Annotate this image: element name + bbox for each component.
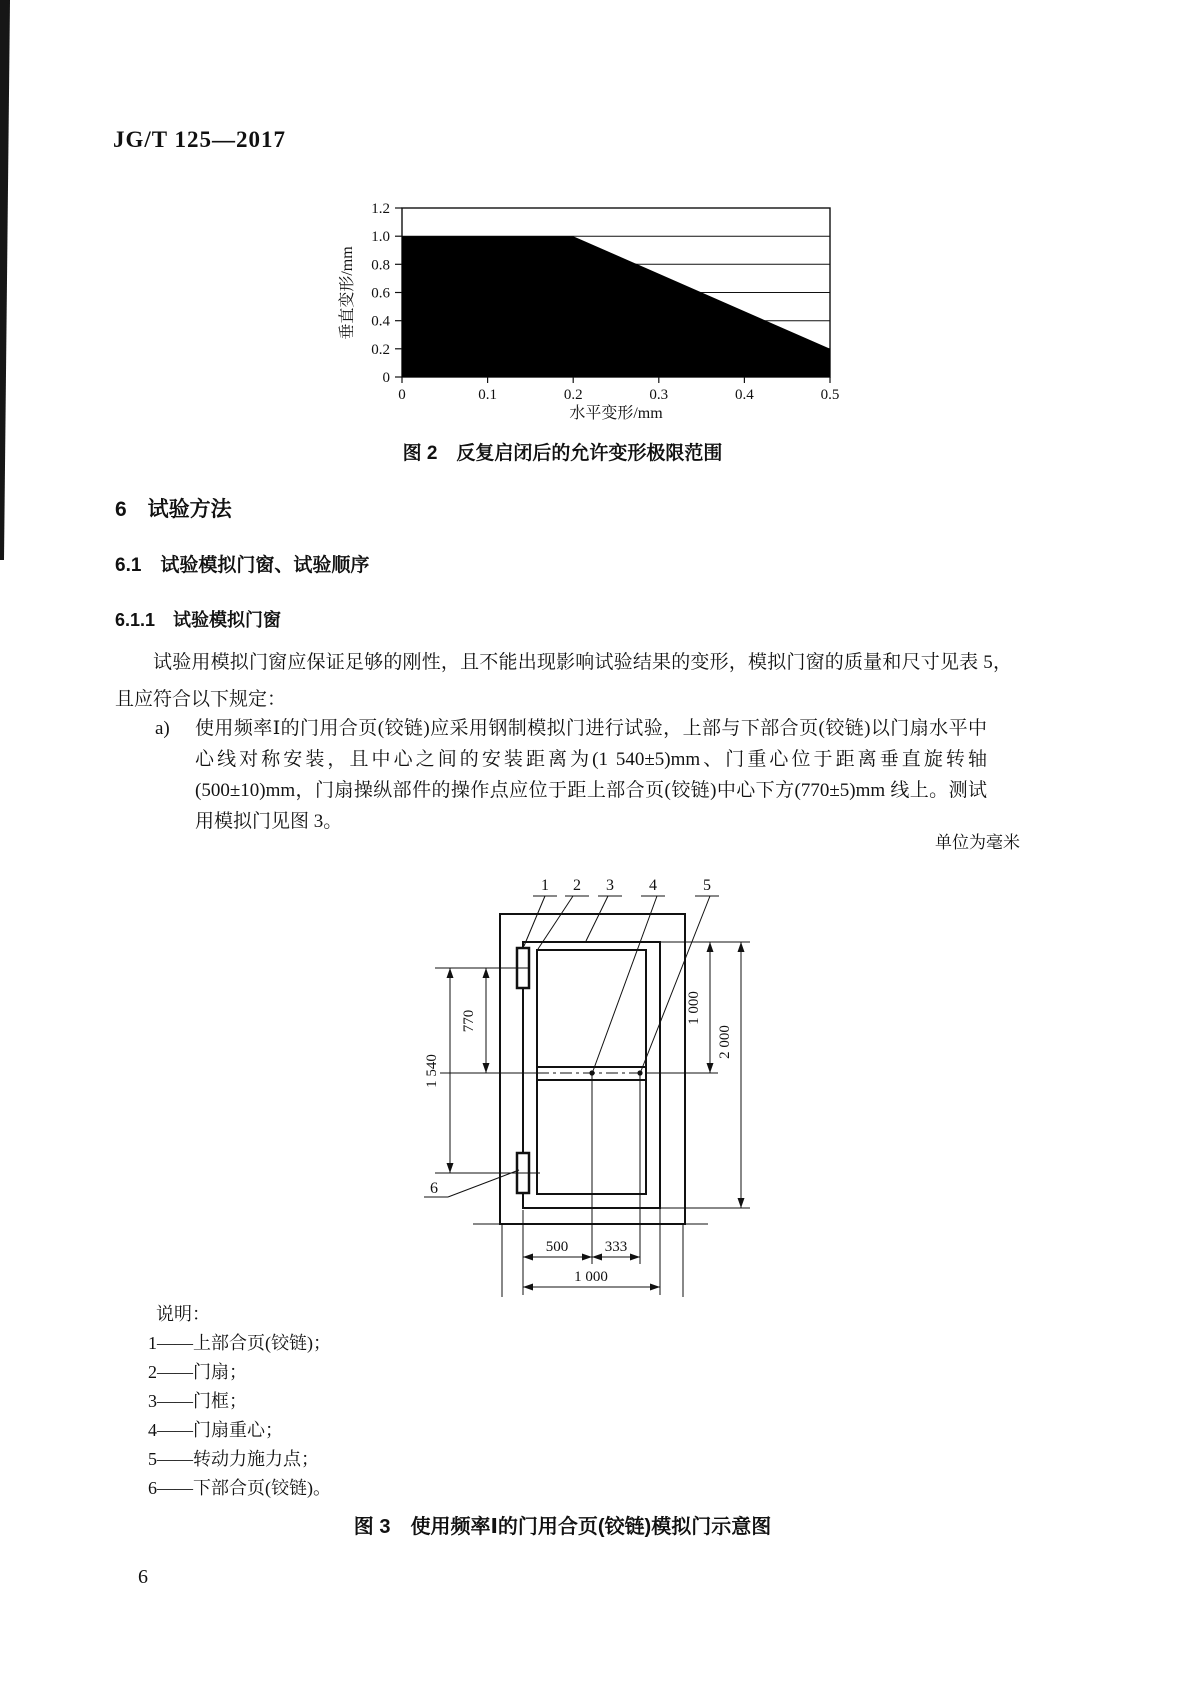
callout-6-bottom-hinge: 6	[430, 1180, 438, 1197]
callout-3-door-frame: 3	[606, 877, 614, 894]
force-application-point	[637, 1070, 642, 1075]
list-item-a	[155, 713, 987, 837]
y-tick-label: 1.0	[371, 229, 390, 246]
intro-paragraph: 试验用模拟门窗应保证足够的刚性，且不能出现影响试验结果的变形，模拟门窗的质量和尺寸见表 5，且应符合以下规定：	[115, 652, 1012, 710]
section-heading-6-1-1: 6.1.1 试验模拟门窗	[115, 610, 282, 630]
y-tick-label: 0	[382, 370, 390, 386]
x-tick-label: 0.2	[563, 387, 583, 403]
list-item-a-text: 使用频率Ⅰ的门用合页(铰链)应采用钢制模拟门进行试验，上部与下部合页(铰链)以门扇水平中心线对称安装，且中心之间的安装距离为(1 540±5)mm、门重心位于距离垂直旋转轴(500±10)mm，门扇操纵部件的操作点应位于距上部合页(铰链)中心下方(770±5)mm 线上。测试用模拟门见图 3。	[195, 718, 987, 832]
x-tick-label: 0.3	[649, 387, 669, 403]
legend-item: 4——门扇重心；	[148, 1420, 283, 1440]
legend-item: 5——转动力施力点；	[148, 1449, 319, 1469]
list-item-a-marker: a)	[155, 718, 170, 739]
dim-1000-bottom: 1 000	[574, 1269, 608, 1285]
y-axis-title: 垂直变形/mm	[339, 246, 356, 340]
legend-title: 说明：	[156, 1304, 210, 1324]
callout-5-force-point: 5	[703, 877, 711, 894]
x-axis-title: 水平变形/mm	[569, 405, 663, 422]
section-heading-6: 6 试验方法	[115, 498, 232, 521]
callout-2-door-leaf: 2	[573, 877, 581, 894]
y-tick-label: 1.2	[371, 201, 390, 217]
section-heading-6-1: 6.1 试验模拟门窗、试验顺序	[115, 555, 370, 576]
y-tick-label: 0.4	[371, 313, 390, 330]
callout-1-top-hinge: 1	[541, 877, 549, 894]
figure3-caption: 图 3 使用频率Ⅰ的门用合页(铰链)模拟门示意图	[353, 1516, 772, 1538]
x-tick-label: 0	[398, 387, 406, 403]
figure3-diagram	[380, 852, 1010, 1312]
unit-note: 单位为毫米	[935, 833, 1020, 852]
figure3-legend	[148, 1300, 331, 1503]
legend-item: 3——门框；	[148, 1391, 247, 1411]
legend-item: 2——门扇；	[148, 1362, 247, 1382]
x-tick-label: 0.1	[478, 387, 497, 403]
figure2-caption: 图 2 反复启闭后的允许变形极限范围	[402, 443, 723, 464]
extension-lines	[435, 942, 750, 1297]
dim-2000: 2 000	[717, 1025, 733, 1059]
page-number: 6	[138, 1566, 148, 1588]
standard-code: JG/T 125—2017	[113, 127, 286, 152]
y-tick-label: 0.8	[371, 257, 390, 274]
dim-333: 333	[604, 1239, 628, 1255]
scan-edge-artifact	[0, 0, 12, 560]
dim-770: 770	[461, 1009, 477, 1033]
legend-item: 6——下部合页(铰链)。	[148, 1478, 331, 1498]
legend-item: 1——上部合页(铰链)；	[148, 1333, 331, 1353]
gravity-center-point	[589, 1070, 594, 1075]
y-tick-label: 0.2	[371, 341, 390, 358]
callout-4-gravity-center: 4	[649, 877, 657, 894]
dim-1000-right: 1 000	[686, 991, 702, 1025]
dim-500: 500	[545, 1239, 569, 1255]
dim-1540: 1 540	[424, 1054, 440, 1088]
x-tick-label: 0.4	[735, 387, 754, 403]
y-tick-label: 0.6	[371, 285, 390, 302]
figure2-chart	[300, 175, 860, 423]
allowed-deformation-area	[402, 236, 830, 377]
x-tick-label: 0.5	[820, 387, 840, 403]
